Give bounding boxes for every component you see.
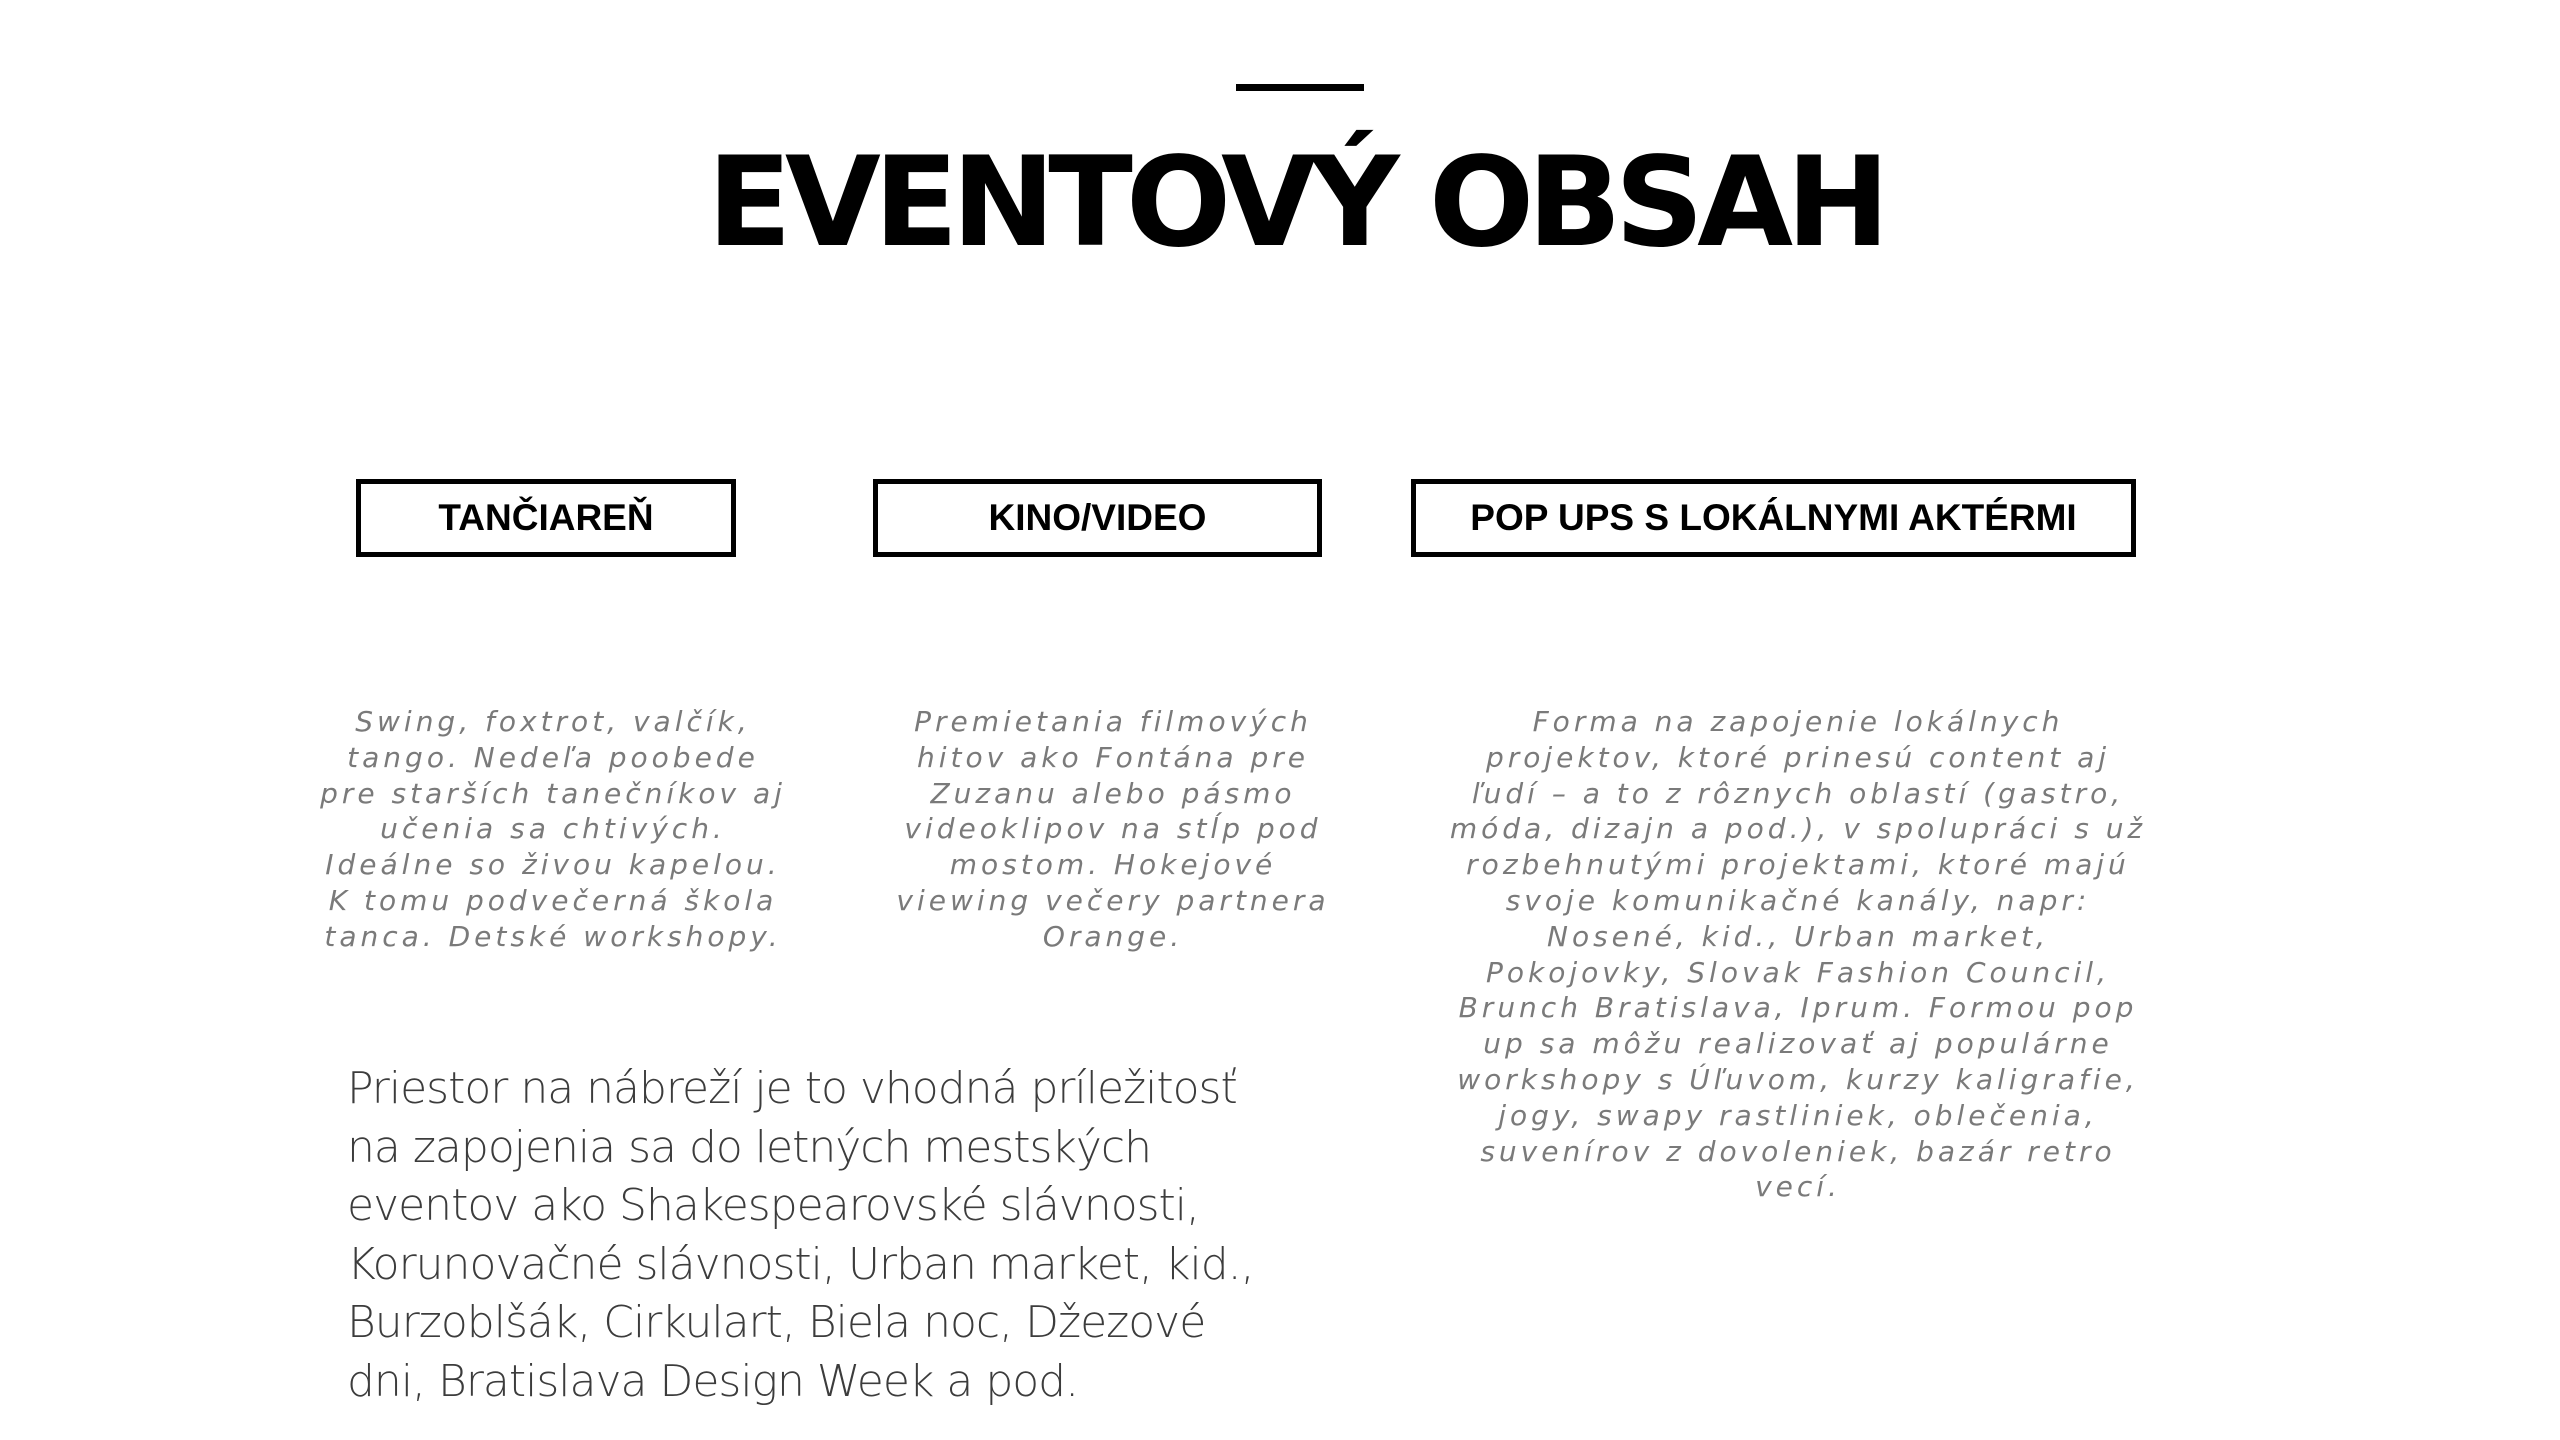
category-box-tanciaren [356, 479, 736, 557]
category-label: KINO/VIDEO [988, 497, 1207, 538]
category-label: TANČIAREŇ [438, 497, 654, 538]
description-tanciaren: Swing, foxtrot, valčík, tango. Nedeľa poobede pre starších tanečníkov aj učenia sa chtivých. Ideálne so živou kapelou. K tomu podvečerná škola tanca. Detské workshopy. [320, 705, 786, 953]
description-pop-ups: Forma na zapojenie lokálnych projektov, ktoré prinesú content aj ľudí – a to z rôznych oblastí (gastro, móda, dizajn a pod.), v spolupráci s už rozbehnutými projektami, ktoré majú svoje komunikačné kanály, napr: Nosené, kid., Urban market, Pokojovky, Slovak Fashion Council, Brunch Bratislava, Iprum. Formou pop up sa môžu realizovať aj populárne workshopy s Úľuvom, kurzy kaligrafie, jogy, swapy rastliniek, oblečenia, suvenírov z dovoleniek, bazár retro vecí. [1449, 705, 2147, 1204]
category-box-pop-ups [1411, 479, 2136, 557]
title-divider [1236, 84, 1364, 91]
page-title: EVENTOVÝ OBSAH [707, 131, 1883, 275]
description-kino-video: Premietania filmových hitov ako Fontána pre Zuzanu alebo pásmo videoklipov na stĺp pod mostom. Hokejové viewing večery partnera Orange. [896, 705, 1330, 953]
category-label: POP UPS S LOKÁLNYMI AKTÉRMI [1470, 497, 2077, 538]
body-paragraph: Priestor na nábreží je to vhodná príležitosť na zapojenia sa do letných mestských eventov ako Shakespearovské slávnosti, Korunovačné slávnosti, Urban market, kid., Burzoblšák, Cirkulart, Biela noc, Džezové dni, Bratislava Design Week a pod. [347, 1063, 1254, 1407]
category-box-kino-video [873, 479, 1322, 557]
